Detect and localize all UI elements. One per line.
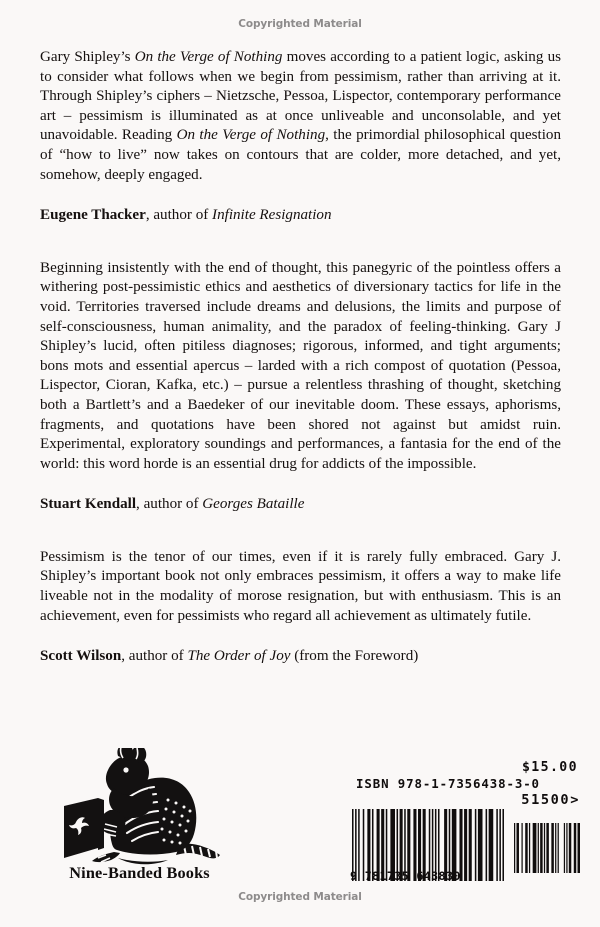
spacer [40,474,561,495]
ean13-digits: 9 781735 643830 [350,869,461,883]
armadillo-reading-book-icon [52,748,227,866]
copyright-watermark-top: Copyrighted Material [238,18,362,30]
blurb-run: Beginning insistently with the end of thought, this panegyric of the pointless offers a withering post-pessimistic ethics and aesthetics of diversionary tactics for life in the void. Territories traversed include dreams and delusions, the limits and purpose of self-consciousness, human animality, and the paradox of feeling-thinking. Gary J Shipley’s lucid, often pitiless diagnoses; rigorous, informed, and tight arguments; bons mots and essential apercus – larded with a rich compost of quotation (Pessoa, Lispector, Cioran, Kafka, etc.) – pursue a relentless thrashing of thought, sketching both a Bartlett’s and a Baedeker of our inevitable doom. These essays, aphorisms, fragments, and quotations have been shored not against but amidst ruin. Experimental, exploratory soundings and performances, a fantasia for the end of the world: this word horde is an essential drug for addicts of the impossible. [40,259,561,472]
blurb-text-kendall [40,259,561,475]
blurb-run: Pessimism is the tenor of our times, even if it is rarely fully embraced. Gary J. Shipley’s important book not only embraces pessimism, it offers a way to make life liveable not in the modality of morose resignation, but with enthusiasm. This is an achievement, even for pessimists who regard all achievement as ultimately futile. [40,548,561,624]
addon-barcode-digits: 51500> [521,792,580,808]
blurber-work-title: Infinite Resignation [212,207,332,224]
blurber-work-title: Georges Bataille [202,496,305,513]
cover-footer [0,748,600,898]
blurb-text-wilson [40,548,561,626]
work-title: On the Verge of Nothing [176,127,326,144]
blurber-name: Scott Wilson [40,648,122,665]
blurb-run: moves according to a patient logic, asking us to consider what follows when we begin from pessimism, rather than arriving at it. Through Shipley’s ciphers – Nietzsche, Pessoa, Lispector, contemporary performance art – pessimism is illuminated as at once unliveable and unconsolable, and yet unavoidable. Reading [40,49,561,144]
blurb-text-thacker [40,48,561,185]
spacer [40,626,561,647]
spacer [40,185,561,206]
barcode-bars [352,809,582,881]
price-label: $15.00 [521,760,578,775]
publisher-block [42,748,237,883]
blurber-work-title: The Order of Joy [187,648,291,665]
blurb-container [40,48,561,667]
attribution-connector: , author of [145,207,213,224]
spacer [40,515,561,548]
copyright-watermark-bottom: Copyrighted Material [238,891,362,903]
ean5-addon-barcode-icon [514,823,580,873]
attribution-connector: , author of [121,648,188,665]
blurber-name: Eugene Thacker [40,207,146,224]
work-title: On the Verge of Nothing [134,49,283,65]
blurb-run: Gary Shipley’s [40,49,135,65]
publisher-name: Nine-Banded Books [69,863,210,882]
barcode-block [352,760,582,881]
attribution-connector: , author of [136,496,203,513]
blurb-attribution-kendall [40,495,561,515]
blurb-attribution-thacker [40,206,561,226]
blurb-run: , the primordial philosophical question of “how to live” now takes on contours that are colder, more detached, and yet, somehow, deeply engaged. [40,127,561,183]
attribution-suffix: (from the Foreword) [290,648,419,665]
blurber-name: Stuart Kendall [40,496,137,513]
isbn-label: ISBN 978-1-7356438-3-0 [356,776,540,791]
blurb-attribution-wilson [40,647,561,667]
spacer [40,226,561,259]
